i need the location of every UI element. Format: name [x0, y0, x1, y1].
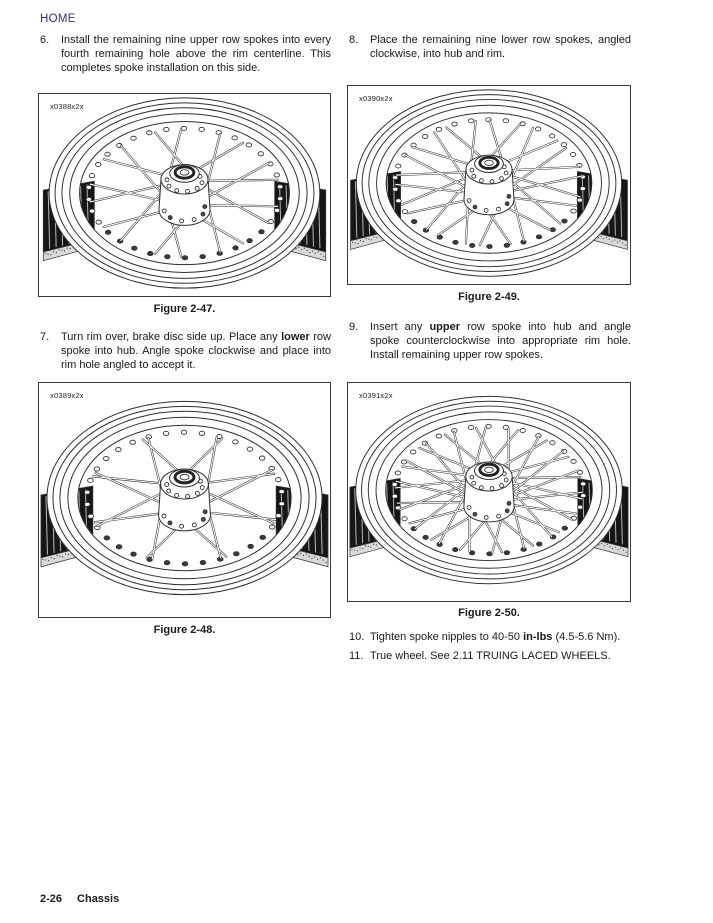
step-7	[38, 330, 331, 372]
left-column	[38, 0, 331, 923]
figure-2-50-frame	[347, 382, 631, 602]
right-column	[347, 0, 631, 923]
laced-wheel-illustration	[348, 86, 630, 284]
step-number: 9.	[349, 321, 359, 333]
laced-wheel-illustration	[39, 94, 330, 296]
step-text: Tighten spoke nipples to 40-50 in-lbs (4.5-5.6 Nm).	[370, 631, 621, 643]
page-footer	[40, 893, 119, 905]
step-6	[38, 33, 331, 75]
figure-2-49-caption: Figure 2-49.	[458, 291, 520, 303]
footer-page-number: 2-26	[40, 893, 63, 905]
laced-wheel-illustration	[39, 383, 330, 617]
step-text: Install the remaining nine upper row spokes into every fourth remaining hole above the rim centerline. This completes spoke installation on this side.	[61, 34, 331, 74]
step-11	[347, 649, 631, 663]
laced-wheel-illustration	[348, 383, 630, 601]
step-number: 7.	[40, 331, 50, 343]
step-10	[347, 630, 631, 644]
step-bold-term: in-lbs	[523, 631, 553, 643]
step-text: True wheel. See 2.11 TRUING LACED WHEELS.	[370, 650, 611, 662]
step-bold-term: lower	[281, 331, 310, 343]
figure-2-47-frame	[38, 93, 331, 297]
step-text: Insert any upper row spoke into hub and angle spoke counterclockwise into appropriate rim hole. Install remaining upper row spokes.	[370, 321, 631, 361]
figure-code-label: x0389x2x	[50, 391, 84, 400]
figure-code-label: x0390x2x	[359, 94, 393, 103]
footer-chapter: Chassis	[77, 893, 120, 905]
figure-2-48-caption: Figure 2-48.	[153, 624, 216, 636]
figure-2-47-caption: Figure 2-47.	[153, 303, 216, 315]
figure-code-label: x0391x2x	[359, 391, 393, 400]
figure-2-48-frame	[38, 382, 331, 618]
step-8	[347, 33, 631, 61]
step-number: 6.	[40, 34, 50, 46]
figure-2-49-frame	[347, 85, 631, 285]
step-9	[347, 320, 631, 362]
home-link[interactable]: HOME	[40, 13, 76, 25]
step-bold-term: upper	[429, 321, 460, 333]
step-text: Place the remaining nine lower row spokes, angled clockwise, into hub and rim.	[370, 34, 631, 60]
step-number: 11.	[349, 650, 364, 662]
figure-code-label: x0388x2x	[50, 102, 84, 111]
figure-2-50-caption: Figure 2-50.	[458, 607, 520, 619]
step-text: Turn rim over, brake disc side up. Place any lower row spoke into hub. Angle spoke clockwise and place into rim hole angled to accept it.	[61, 331, 331, 371]
step-number: 8.	[349, 34, 359, 46]
step-number: 10.	[349, 631, 365, 643]
